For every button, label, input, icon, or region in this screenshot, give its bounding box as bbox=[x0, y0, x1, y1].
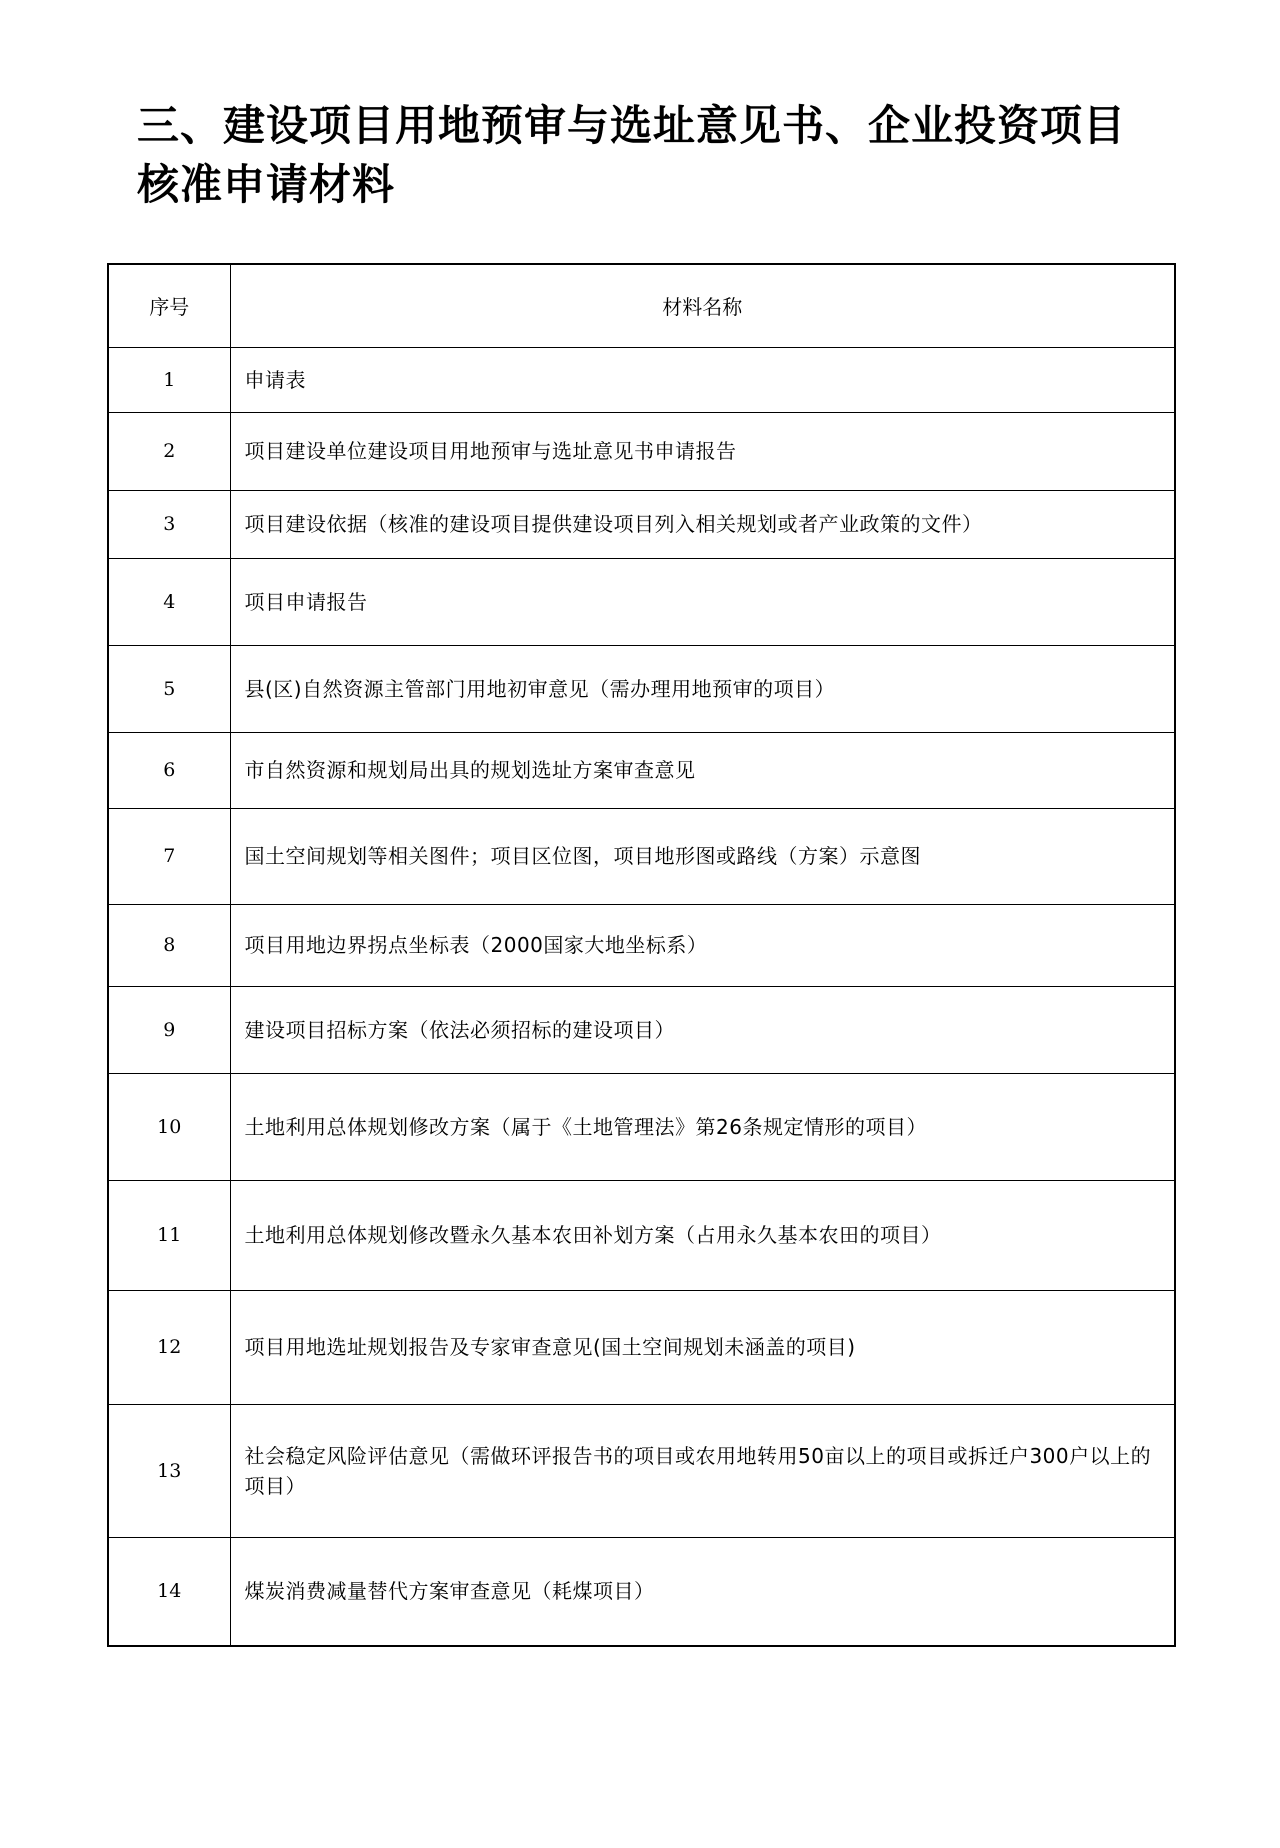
row-serial-number: 8 bbox=[108, 904, 230, 986]
row-serial-number: 9 bbox=[108, 986, 230, 1073]
row-material-name: 社会稳定风险评估意见（需做环评报告书的项目或农用地转用50亩以上的项目或拆迁户300户以上的项目） bbox=[230, 1404, 1175, 1537]
table-row bbox=[108, 986, 1175, 1073]
table-header-row bbox=[108, 264, 1175, 347]
row-material-name: 项目用地选址规划报告及专家审查意见(国土空间规划未涵盖的项目) bbox=[230, 1290, 1175, 1404]
row-serial-number: 13 bbox=[108, 1404, 230, 1537]
table-row bbox=[108, 904, 1175, 986]
row-serial-number: 11 bbox=[108, 1180, 230, 1290]
page-title bbox=[137, 96, 1177, 214]
row-material-name: 煤炭消费减量替代方案审查意见（耗煤项目） bbox=[230, 1537, 1175, 1646]
header-material-name: 材料名称 bbox=[230, 264, 1175, 347]
header-serial-number: 序号 bbox=[108, 264, 230, 347]
row-serial-number: 10 bbox=[108, 1073, 230, 1180]
row-serial-number: 6 bbox=[108, 732, 230, 808]
row-material-name: 项目申请报告 bbox=[230, 558, 1175, 645]
row-material-name: 国土空间规划等相关图件；项目区位图，项目地形图或路线（方案）示意图 bbox=[230, 808, 1175, 904]
page-title-line-2: 核准申请材料 bbox=[137, 160, 396, 209]
row-material-name: 建设项目招标方案（依法必须招标的建设项目） bbox=[230, 986, 1175, 1073]
table-row bbox=[108, 558, 1175, 645]
row-serial-number: 7 bbox=[108, 808, 230, 904]
table-body bbox=[108, 347, 1175, 1646]
table-row bbox=[108, 347, 1175, 412]
row-serial-number: 14 bbox=[108, 1537, 230, 1646]
table-row bbox=[108, 732, 1175, 808]
page-title-line-1: 三、建设项目用地预审与选址意见书、企业投资项目 bbox=[137, 101, 1127, 150]
row-serial-number: 5 bbox=[108, 645, 230, 732]
table-row bbox=[108, 1180, 1175, 1290]
row-material-name: 县(区)自然资源主管部门用地初审意见（需办理用地预审的项目） bbox=[230, 645, 1175, 732]
row-material-name: 市自然资源和规划局出具的规划选址方案审查意见 bbox=[230, 732, 1175, 808]
table-row bbox=[108, 412, 1175, 490]
row-material-name: 申请表 bbox=[230, 347, 1175, 412]
table-row bbox=[108, 645, 1175, 732]
row-material-name: 项目建设单位建设项目用地预审与选址意见书申请报告 bbox=[230, 412, 1175, 490]
row-serial-number: 1 bbox=[108, 347, 230, 412]
table-row bbox=[108, 1404, 1175, 1537]
row-serial-number: 12 bbox=[108, 1290, 230, 1404]
table-row bbox=[108, 1290, 1175, 1404]
row-serial-number: 4 bbox=[108, 558, 230, 645]
table-row bbox=[108, 1537, 1175, 1646]
row-material-name: 土地利用总体规划修改暨永久基本农田补划方案（占用永久基本农田的项目） bbox=[230, 1180, 1175, 1290]
row-material-name: 项目用地边界拐点坐标表（2000国家大地坐标系） bbox=[230, 904, 1175, 986]
table-row bbox=[108, 490, 1175, 558]
table-row bbox=[108, 1073, 1175, 1180]
materials-table bbox=[107, 263, 1176, 1647]
row-serial-number: 2 bbox=[108, 412, 230, 490]
row-material-name: 土地利用总体规划修改方案（属于《土地管理法》第26条规定情形的项目） bbox=[230, 1073, 1175, 1180]
table-row bbox=[108, 808, 1175, 904]
row-serial-number: 3 bbox=[108, 490, 230, 558]
row-material-name: 项目建设依据（核准的建设项目提供建设项目列入相关规划或者产业政策的文件） bbox=[230, 490, 1175, 558]
